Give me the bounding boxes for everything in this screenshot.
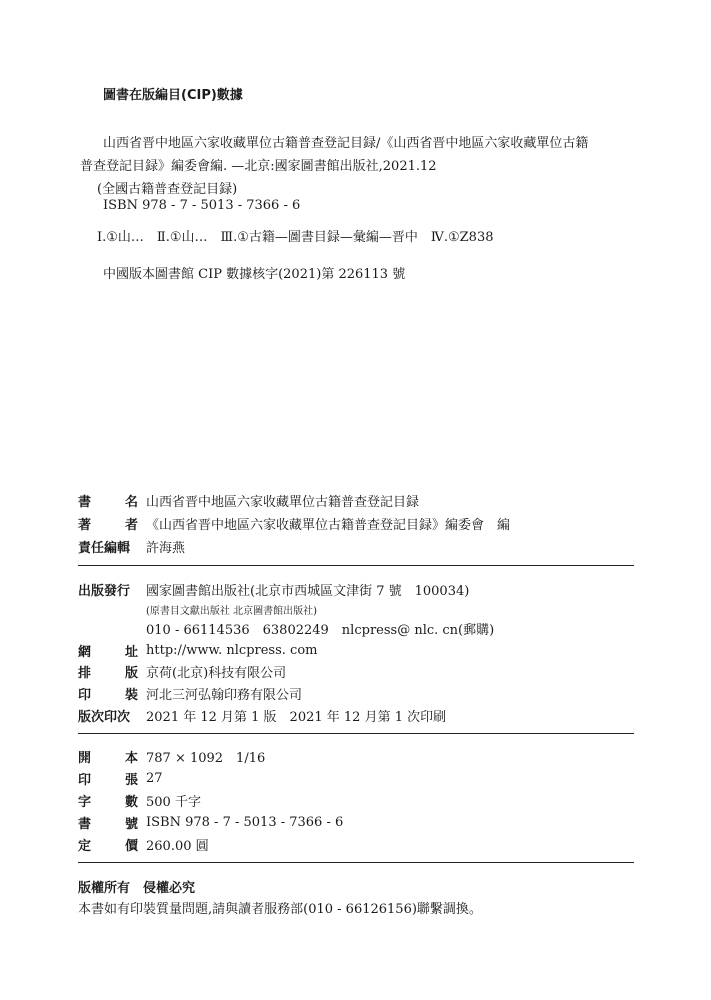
price-value: 260.00 圓	[146, 838, 209, 854]
price-label: 定 價	[78, 838, 138, 854]
divider-2	[78, 733, 634, 734]
edition-label: 版次印次	[78, 709, 131, 725]
cip-classification: Ⅰ.①山… Ⅱ.①山… Ⅲ.①古籍—圖書目録—彙編—晋中 Ⅳ.①Z838	[97, 230, 494, 245]
publisher-value: 國家圖書館出版社(北京市西城區文津街 7 號 100034)	[146, 583, 470, 599]
word-count-label: 字 數	[78, 794, 138, 810]
printer-label: 印 裝	[78, 687, 138, 703]
editor-label: 責任編輯	[78, 540, 131, 556]
cip-record-number: 中國版本圖書館 CIP 數據核字(2021)第 226113 號	[103, 267, 406, 282]
sheets-value: 27	[146, 770, 163, 786]
typesetter-value: 京荷(北京)科技有限公司	[146, 665, 287, 681]
rights-notice: 本書如有印裝質量問題,請與讀者服務部(010 - 66126156)聯繫調換。	[78, 902, 482, 917]
edition-value: 2021 年 12 月第 1 版 2021 年 12 月第 1 次印刷	[146, 709, 447, 725]
editor-value: 許海燕	[146, 540, 186, 556]
cip-line-2: 普查登記目録》編委會編. —北京:國家圖書館出版社,2021.12	[80, 159, 437, 174]
cip-title: 圖書在版編目(CIP)數據	[103, 88, 243, 103]
sheets-row	[78, 768, 163, 788]
divider-1	[78, 565, 634, 566]
isbn-label: 書 號	[78, 816, 138, 832]
publisher-contact: 010 - 66114536 63802249 nlcpress@ nlc. cn(郵購)	[146, 623, 495, 638]
typesetter-label: 排 版	[78, 665, 138, 681]
format-row	[78, 746, 266, 766]
edition-row	[78, 705, 447, 725]
publisher-row	[78, 579, 470, 599]
cip-line-1: 山西省晋中地區六家收藏單位古籍普查登記目録/《山西省晋中地區六家收藏單位古籍	[103, 136, 589, 151]
price-row	[78, 834, 209, 854]
format-value: 787 × 1092 1/16	[146, 750, 266, 766]
title-label: 書 名	[78, 494, 138, 510]
divider-3	[78, 862, 634, 863]
publisher-label: 出版發行	[78, 583, 131, 599]
cip-line-3: (全國古籍普查登記目録)	[97, 182, 238, 197]
title-value: 山西省晋中地區六家收藏單位古籍普查登記目録	[146, 494, 420, 510]
website-link[interactable]: http://www. nlcpress. com	[146, 642, 318, 658]
word-count-value: 500 千字	[146, 794, 201, 810]
editor-row	[78, 536, 186, 556]
author-row	[78, 513, 511, 533]
sheets-label: 印 張	[78, 772, 138, 788]
printer-row	[78, 683, 303, 703]
author-value: 《山西省晋中地區六家收藏單位古籍普查登記目録》編委會 編	[146, 517, 511, 533]
title-row	[78, 490, 420, 510]
website-row	[78, 640, 318, 660]
printer-value: 河北三河弘翰印務有限公司	[146, 687, 303, 703]
cip-isbn: ISBN 978 - 7 - 5013 - 7366 - 6	[103, 198, 301, 213]
rights-label: 版權所有 侵權必究	[78, 881, 196, 896]
publisher-former-names: (原書目文獻出版社 北京圖書館出版社)	[146, 606, 317, 617]
typesetter-row	[78, 661, 287, 681]
isbn-row	[78, 812, 344, 832]
isbn-value: ISBN 978 - 7 - 5013 - 7366 - 6	[146, 814, 344, 830]
website-label: 網 址	[78, 644, 138, 660]
format-label: 開 本	[78, 750, 138, 766]
author-label: 著 者	[78, 517, 138, 533]
word-count-row	[78, 790, 201, 810]
